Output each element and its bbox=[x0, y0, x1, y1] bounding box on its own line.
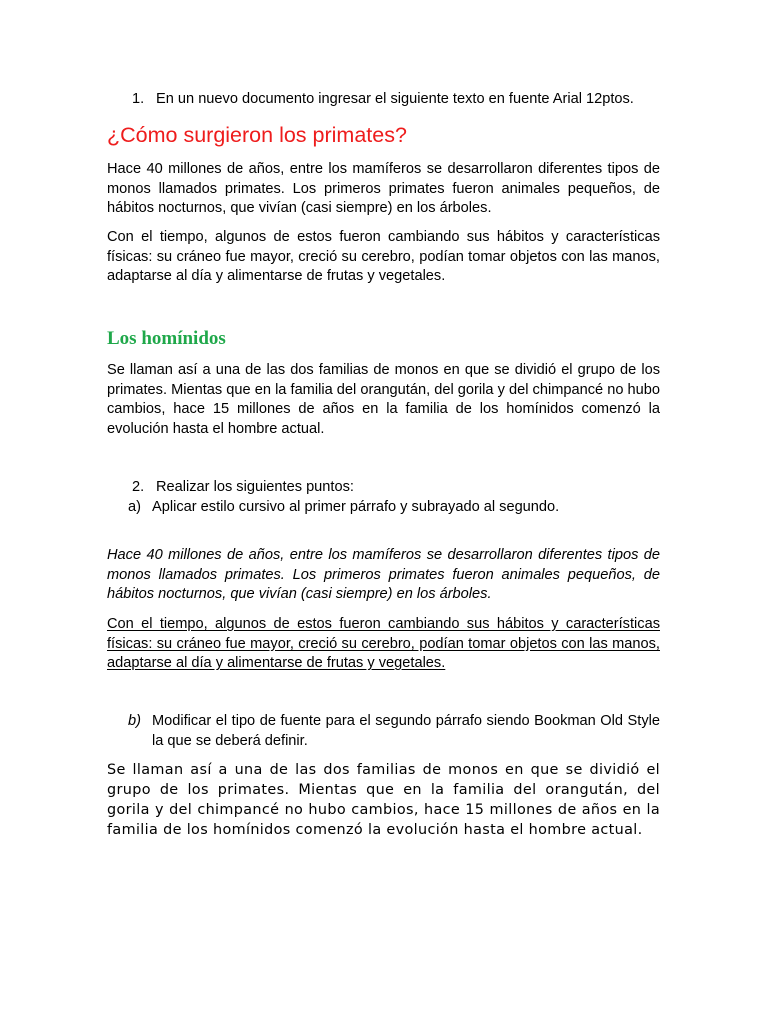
list-number-1: 1. bbox=[132, 91, 145, 107]
sub-item-b-text: Modificar el tipo de fuente para el segundo párrafo siendo Bookman Old Style la que se deberá definir. bbox=[152, 713, 660, 749]
sub-item-a-letter: a) bbox=[128, 499, 141, 515]
list-item-2 bbox=[132, 478, 692, 498]
sub-item-a bbox=[128, 498, 668, 518]
section-heading-hominids: Los homínidos bbox=[107, 328, 226, 349]
paragraph-primates-changes: Con el tiempo, algunos de estos fueron cambiando sus hábitos y características físicas: su cráneo fue mayor, creció su cerebro, podían tomar objetos con las manos, adaptarse al día y alimentarse de frutas y vegetales. bbox=[107, 229, 660, 284]
paragraph-bookman-font: Se llaman así a una de las dos familias de monos en que se dividió el grupo de los primates. Mientas que en la familia del orangután, del gorila y del chimpancé no hubo cambios, hace 15 millones de años en la familia de los homínidos comenzó la evolución hasta el hombre actual. bbox=[107, 762, 660, 838]
paragraph-underlined: Con el tiempo, algunos de estos fueron cambiando sus hábitos y características físicas: su cráneo fue mayor, creció su cerebro, podían tomar objetos con las manos, adaptarse al día y alimentarse de frutas y vegetales. bbox=[107, 616, 660, 671]
list-number-2: 2. bbox=[132, 479, 145, 495]
sub-item-b bbox=[128, 712, 660, 751]
paragraph-hominids: Se llaman así a una de las dos familias de monos en que se dividió el grupo de los primates. Mientas que en la familia del orangután, del gorila y del chimpancé no hubo cambios, hace 15 millones de años en la familia de los homínidos comenzó la evolución hasta el hombre actual. bbox=[107, 362, 660, 437]
page-title: ¿Cómo surgieron los primates? bbox=[107, 123, 407, 147]
list-item-1-text: En un nuevo documento ingresar el siguiente texto en fuente Arial 12ptos. bbox=[156, 91, 634, 107]
list-item-2-text: Realizar los siguientes puntos: bbox=[156, 479, 354, 495]
sub-item-b-letter: b) bbox=[128, 713, 141, 729]
paragraph-primates-origin: Hace 40 millones de años, entre los mamíferos se desarrollaron diferentes tipos de monos llamados primates. Los primeros primates fueron animales pequeños, de hábitos nocturnos, que vivían (casi siempre) en los árboles. bbox=[107, 161, 660, 216]
sub-item-a-text: Aplicar estilo cursivo al primer párrafo y subrayado al segundo. bbox=[152, 499, 560, 515]
list-item-1 bbox=[132, 90, 692, 110]
paragraph-italic: Hace 40 millones de años, entre los mamíferos se desarrollaron diferentes tipos de monos llamados primates. Los primeros primates fueron animales pequeños, de hábitos nocturnos, que vivían (casi siempre) en los árboles. bbox=[107, 547, 660, 602]
